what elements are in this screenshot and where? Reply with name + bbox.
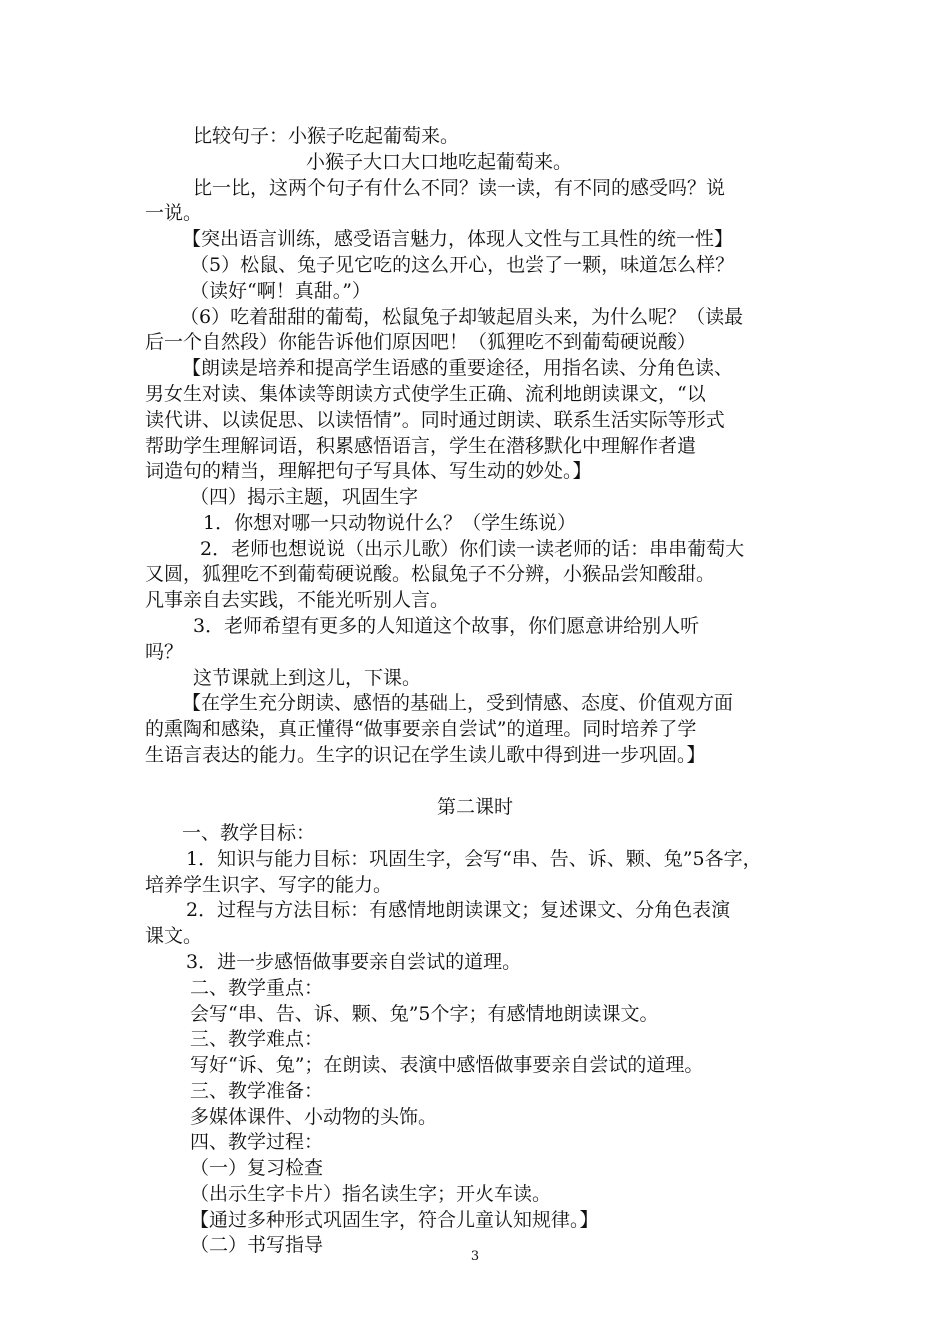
text-line: （二）书写指导 bbox=[190, 1234, 324, 1256]
text-line: （出示生字卡片）指名读生字；开火车读。 bbox=[190, 1183, 552, 1205]
text-line: 读代讲、以读促思、以读悟情”。同时通过朗读、联系生活实际等形式 bbox=[145, 409, 725, 431]
page-number: 3 bbox=[470, 1249, 480, 1264]
text-line: 凡事亲自去实践，不能光听别人言。 bbox=[145, 589, 450, 611]
text-line: 比较句子：小猴子吃起葡萄来。 bbox=[193, 125, 460, 147]
text-line: 词造句的精当，理解把句子写具体、写生动的妙处。】 bbox=[145, 460, 592, 482]
text-line: 后一个自然段）你能告诉他们原因吧！（狐狸吃不到葡萄硬说酸） bbox=[145, 331, 697, 353]
text-line: 吗？ bbox=[145, 641, 184, 663]
text-line: 写好“诉、兔”；在朗读、表演中感悟做事要亲自尝试的道理。 bbox=[190, 1054, 704, 1076]
text-line: 生语言表达的能力。生字的识记在学生读儿歌中得到进一步巩固。】 bbox=[145, 744, 706, 766]
text-line: 1．你想对哪一只动物说什么？（学生练说） bbox=[203, 512, 577, 534]
text-line: 【在学生充分朗读、感悟的基础上，受到情感、态度、价值观方面 bbox=[182, 692, 734, 714]
text-line: 2．老师也想说说（出示儿歌）你们读一读老师的话：串串葡萄大 bbox=[200, 538, 745, 560]
text-line: 2．过程与方法目标：有感情地朗读课文；复述课文、分角色表演 bbox=[186, 899, 731, 921]
text-line: 【突出语言训练，感受语言魅力，体现人文性与工具性的统一性】 bbox=[182, 228, 734, 250]
text-line: 帮助学生理解词语，积累感悟语言，学生在潜移默化中理解作者遣 bbox=[145, 435, 697, 457]
text-line: （读好“啊！真甜。”） bbox=[190, 280, 371, 302]
text-line: 一、教学目标： bbox=[182, 822, 316, 844]
text-line: 3．老师希望有更多的人知道这个故事，你们愿意讲给别人听 bbox=[193, 615, 700, 637]
text-line: 的熏陶和感染，真正懂得“做事要亲自尝试”的道理。同时培养了学 bbox=[145, 718, 697, 740]
text-line: 男女生对读、集体读等朗读方式使学生正确、流利地朗读课文，“以 bbox=[145, 383, 706, 405]
text-line: 多媒体课件、小动物的头饰。 bbox=[190, 1106, 438, 1128]
text-line: 课文。 bbox=[145, 925, 203, 947]
text-line: 四、教学过程： bbox=[190, 1131, 324, 1153]
text-line: 【朗读是培养和提高学生语感的重要途径，用指名读、分角色读、 bbox=[182, 357, 734, 379]
text-line: （5）松鼠、兔子见它吃的这么开心，也尝了一颗，味道怎么样？ bbox=[190, 254, 735, 276]
text-line: 比一比，这两个句子有什么不同？读一读，有不同的感受吗？说 bbox=[193, 177, 726, 199]
text-line: 二、教学重点： bbox=[190, 977, 324, 999]
text-line: （一）复习检查 bbox=[190, 1157, 324, 1179]
text-line: 一说。 bbox=[145, 202, 203, 224]
text-line: 这节课就上到这儿，下课。 bbox=[193, 667, 422, 689]
text-line: 【通过多种形式巩固生字，符合儿童认知规律。】 bbox=[190, 1209, 599, 1231]
text-line: 1．知识与能力目标：巩固生字，会写“串、告、诉、颗、兔”5各字， bbox=[186, 848, 762, 870]
text-line: 培养学生识字、写字的能力。 bbox=[145, 874, 393, 896]
text-line: 3．进一步感悟做事要亲自尝试的道理。 bbox=[186, 951, 522, 973]
text-line: 小猴子大口大口地吃起葡萄来。 bbox=[306, 151, 573, 173]
text-line: （四）揭示主题，巩固生字 bbox=[190, 486, 419, 508]
text-line: 会写“串、告、诉、颗、兔”5个字；有感情地朗读课文。 bbox=[190, 1003, 659, 1025]
text-line: （6）吃着甜甜的葡萄，松鼠兔子却皱起眉头来，为什么呢？（读最 bbox=[180, 306, 744, 328]
text-line: 三、教学准备： bbox=[190, 1080, 324, 1102]
text-line: 又圆，狐狸吃不到葡萄硬说酸。松鼠兔子不分辨，小猴品尝知酸甜。 bbox=[145, 563, 716, 585]
section-title: 第二课时 bbox=[436, 796, 513, 818]
text-line: 三、教学难点： bbox=[190, 1028, 324, 1050]
